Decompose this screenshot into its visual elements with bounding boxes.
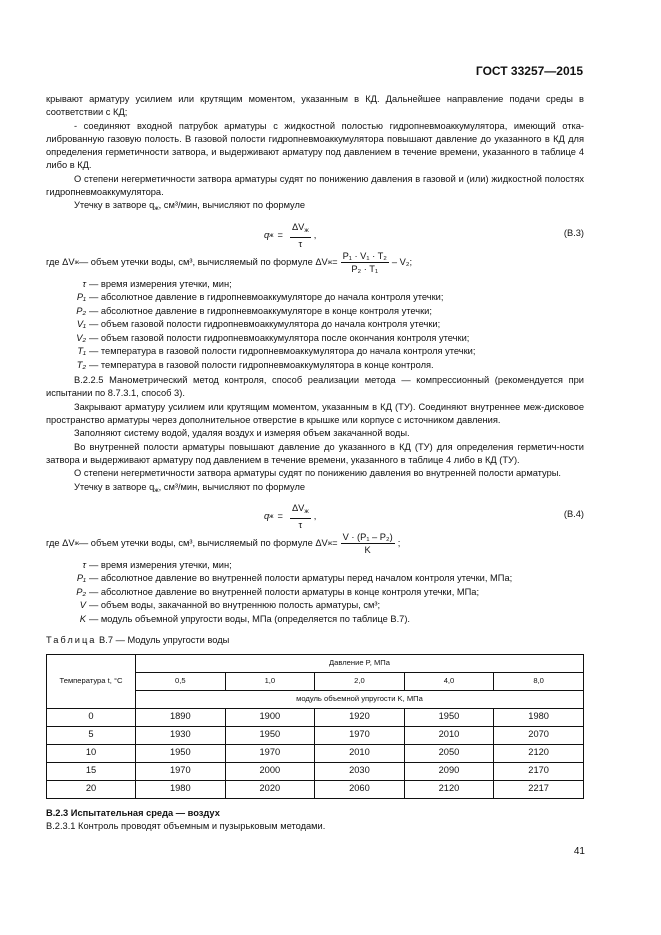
- formula-symbol: q: [264, 229, 270, 240]
- doc-code-header: ГОСТ 33257—2015: [475, 64, 583, 78]
- subscript: ж: [154, 205, 159, 213]
- where-line-1: [46, 250, 584, 276]
- paragraph: Во внутренней полости арматуры повышают давление до указанного в КД (ТУ) для определения герметич-ности затвора и выдерживают арматуру под давлением в течение времени, указанного в таблице 4 либо в КД (ТУ).: [46, 441, 584, 465]
- numerator: ΔV: [291, 502, 305, 513]
- definition-item: K — модуль объемной упругости воды, МПа (определяется по таблице В.7).: [79, 613, 410, 624]
- where-line-2: [46, 531, 584, 557]
- subscript: ж: [269, 231, 274, 239]
- table-title: [46, 634, 584, 647]
- text: где ΔV: [46, 538, 75, 549]
- denominator: τ: [298, 238, 303, 249]
- table-row: 20 1980 2020 2060 2120 2217: [47, 780, 584, 798]
- table-row: 5 1930 1950 1970 2010 2070: [47, 726, 584, 744]
- fraction: [341, 531, 395, 556]
- punct: ,: [313, 510, 317, 521]
- subscript: ж: [304, 507, 309, 515]
- numerator: P₁ · V₁ · T₂: [342, 251, 387, 262]
- numerator: V · (P₁ – P₂): [342, 532, 393, 543]
- water-modulus-table: [46, 654, 584, 799]
- denominator: τ: [298, 519, 303, 530]
- subscript: ж: [74, 259, 79, 267]
- definition-item: T₁ — температура в газовой полости гидропневмоаккумулятора до начала контроля утечки;: [77, 346, 476, 357]
- header-modulus: модуль объемной упругости K, МПа: [136, 690, 584, 708]
- text: – V₂;: [391, 257, 413, 268]
- table-row: 15 1970 2000 2030 2090 2170: [47, 762, 584, 780]
- definition-item: τ — время измерения утечки, мин;: [82, 559, 232, 570]
- equals: =: [277, 229, 283, 240]
- table-caption: В.7 — Модуль упругости воды: [96, 635, 230, 646]
- text: , см³/мин, вычисляют по формуле: [158, 481, 306, 492]
- subscript: ж: [327, 259, 333, 267]
- definitions-list-1: [46, 278, 584, 373]
- equals: =: [277, 510, 283, 521]
- fraction: [290, 502, 311, 531]
- equation-number: (В.3): [563, 227, 584, 238]
- equals: =: [332, 538, 338, 549]
- text: — объем утечки воды, см³, вычисляемый по формуле ΔV: [78, 257, 328, 268]
- fraction: [341, 250, 389, 275]
- definition-item: τ — время измерения утечки, мин;: [82, 278, 232, 289]
- table-row: 10 1950 1970 2010 2050 2120: [47, 744, 584, 762]
- table-label: Таблица: [46, 635, 97, 646]
- section-heading: В.2.3 Испытательная среда — воздух: [46, 807, 220, 818]
- formula-b3: [46, 218, 584, 249]
- punct: ,: [313, 229, 317, 240]
- subscript: ж: [74, 540, 79, 548]
- subscript: ж: [327, 540, 333, 548]
- pressure-value: 1,0: [225, 672, 315, 690]
- paragraph: крывают арматуру усилием или крутящим моментом, указанным в КД. Дальнейшее направление подачи среды в соответствии с КД;: [46, 94, 584, 118]
- paragraph: Заполняют систему водой, удаляя воздух и измеряя объем закачанной воды.: [74, 428, 410, 439]
- definition-item: V₂ — объем газовой полости гидропневмоаккумулятора после окончания контроля утечки;: [76, 332, 470, 343]
- formula-symbol: q: [264, 510, 270, 521]
- definition-item: P₂ — абсолютное давление во внутренней полости арматуры в конце контроля утечки, МПа;: [76, 586, 480, 597]
- text: ;: [397, 538, 401, 549]
- text: где ΔV: [46, 257, 75, 268]
- denominator: P₂ · T₁: [351, 264, 379, 275]
- page-content: [46, 93, 584, 833]
- definitions-list-2: [46, 559, 584, 627]
- paragraph: О степени негерметичности затвора арматуры судят по понижению давления во внутренней полости арматуры.: [74, 468, 562, 479]
- text: Утечку в затворе q: [74, 200, 155, 211]
- paragraph: Закрывают арматуру усилием или крутящим моментом, указанным в КД (ТУ). Соединяют внутреннее меж-дисковое пространство арматуры через дополнительное отверстие в крышке или корпусе с источником давления.: [46, 401, 584, 426]
- formula-b4: [46, 499, 584, 530]
- equation-number: (В.4): [563, 508, 584, 519]
- text: , см³/мин, вычисляют по формуле: [158, 200, 306, 211]
- paragraph: В.2.3.1 Контроль проводят объемным и пузырьковым методами.: [46, 820, 326, 831]
- pressure-value: 0,5: [136, 672, 226, 690]
- paragraph: [46, 481, 584, 497]
- header-pressure: Давление P, МПа: [136, 654, 584, 672]
- denominator: K: [364, 545, 371, 556]
- equals: =: [332, 257, 338, 268]
- paragraph: О степени негерметичности затвора арматуры судят по понижению давления в газовой и (или) жидкостной полостях гидропневмоаккумулятора.: [46, 173, 584, 198]
- definition-item: T₂ — температура в газовой полости гидропневмоаккумулятора в конце контроля.: [76, 359, 434, 370]
- numerator: ΔV: [291, 221, 305, 232]
- definition-item: V₁ — объем газовой полости гидропневмоаккумулятора до начала контроля утечки;: [76, 319, 441, 330]
- paragraph: [46, 199, 584, 215]
- subscript: ж: [304, 226, 309, 234]
- paragraph: В.2.2.5 Манометрический метод контроля, способ реализации метода — компрессионный (рекомендуется при испытании по 8.7.3.1, способ 3).: [46, 375, 584, 399]
- subscript: ж: [269, 512, 274, 520]
- page-number: 41: [573, 846, 585, 857]
- table-row: 0 1890 1900 1920 1950 1980: [47, 708, 584, 726]
- subscript: ж: [154, 486, 159, 494]
- definition-item: V — объем воды, закачанной во внутреннюю полость арматуры, см³;: [79, 600, 381, 611]
- definition-item: P₁ — абсолютное давление в гидропневмоаккумуляторе до начала контроля утечки;: [76, 292, 444, 303]
- header-temperature: Температура t, °С: [47, 654, 136, 708]
- text: Утечку в затворе q: [74, 481, 155, 492]
- fraction: [290, 221, 311, 250]
- definition-item: P₁ — абсолютное давление во внутренней полости арматуры перед началом контроля утечки, МПа;: [76, 573, 513, 584]
- pressure-value: 2,0: [315, 672, 405, 690]
- definition-item: P₂ — абсолютное давление в гидропневмоаккумуляторе в конце контроля утечки;: [76, 305, 432, 316]
- pressure-value: 8,0: [494, 672, 584, 690]
- text: — объем утечки воды, см³, вычисляемый по формуле ΔV: [78, 538, 328, 549]
- paragraph: - соединяют входной патрубок арматуры с жидкостной полостью гидропневмоаккумулятора, имеющий отка-либрованную газовую полость. В газовой полости гидропневмоаккумулятора повышают давление до указанного в КД для определения герметичности затвора, и выдерживают арматуру под давлением в течение времени, указанного в таблице 4 либо в КД.: [46, 120, 584, 171]
- pressure-value: 4,0: [404, 672, 494, 690]
